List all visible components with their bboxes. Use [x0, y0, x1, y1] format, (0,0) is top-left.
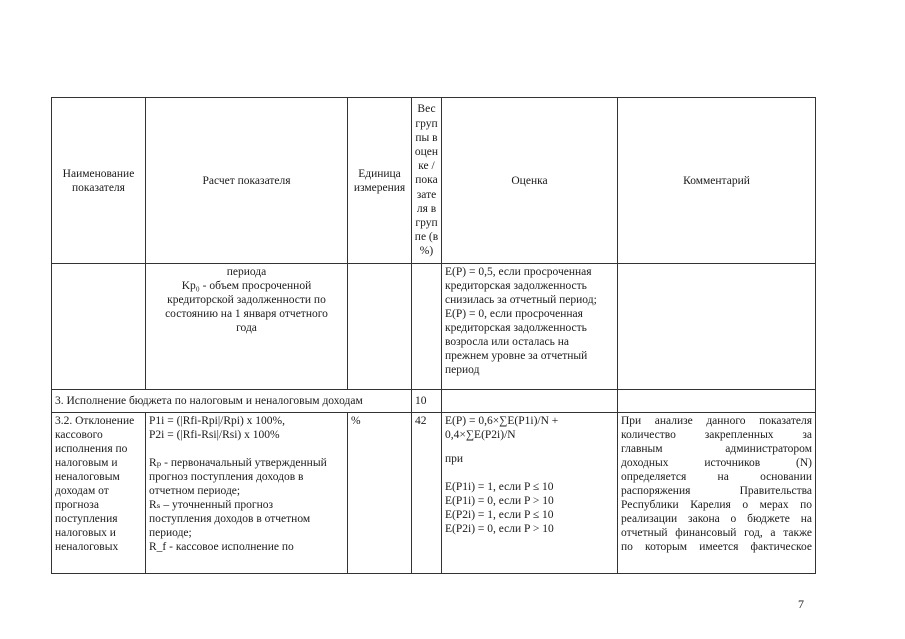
continuation-assessment-cell: [442, 264, 618, 390]
continuation-comment-cell: [618, 264, 816, 390]
text-line: отчетный финансовый год, а также: [621, 527, 812, 539]
indicator-unit-cell: %: [348, 413, 412, 574]
text-line: количество закрепленных за: [621, 429, 812, 441]
header-assessment: Оценка: [442, 98, 618, 264]
text-line: определяется на основании: [621, 471, 812, 483]
text-line: поступления доходов в отчетном: [149, 513, 311, 525]
assessment-condition: E(P2i) = 1, если P ≤ 10: [445, 509, 554, 521]
header-row: [52, 98, 816, 264]
spacer: [149, 442, 344, 456]
text-line: отчетном периоде;: [149, 485, 241, 497]
text-line: кассового: [55, 429, 103, 441]
continuation-row: [52, 264, 816, 390]
assessment-condition: E(P1i) = 0, если P > 10: [445, 495, 554, 507]
indicator-comment-cell: [618, 413, 816, 574]
text-line: доходам от: [55, 485, 109, 497]
text-line: исполнения по: [55, 443, 128, 455]
text-line: При анализе данного показателя: [621, 415, 812, 427]
text-line: налоговых и: [55, 527, 116, 539]
indicator-weight-cell: 42: [412, 413, 442, 574]
assessment-formula-line: 0,4×∑E(P2i)/N: [445, 429, 516, 441]
text-line: года: [236, 322, 257, 334]
assessment-when: при: [445, 453, 464, 465]
text-line: прогноза: [55, 499, 99, 511]
header-name: Наименование показателя: [52, 98, 146, 264]
text-line: R_f - кассовое исполнение по: [149, 541, 294, 553]
text-line: периоде;: [149, 527, 192, 539]
indicator-name-cell: [52, 413, 146, 574]
header-unit: Единица измерения: [348, 98, 412, 264]
text-line: реализации закона о бюджете на: [621, 513, 812, 525]
assessment-condition: E(P2i) = 0, если P > 10: [445, 523, 554, 535]
text-line: состоянию на 1 января отчетного: [165, 308, 328, 320]
text-line: кредиторской задолженности по: [167, 294, 326, 306]
indicator-table: [51, 97, 816, 574]
text-line: кредиторская задолженность: [445, 280, 587, 292]
formula-p1: P1i = (|Rfi-Rpi|/Rpi) x 100%,: [149, 415, 285, 427]
text-line: неналоговых: [55, 541, 119, 553]
text-line: кредиторская задолженность: [445, 322, 587, 334]
indicator-row-3-2: [52, 413, 816, 574]
text-line: налоговым и: [55, 457, 118, 469]
indicator-assessment-cell: [442, 413, 618, 574]
page-number: 7: [798, 597, 804, 611]
assessment-formula-line: E(P) = 0,6×∑E(P1i)/N +: [445, 415, 559, 427]
continuation-calc-cell: [146, 264, 348, 390]
text-line: 3.2. Отклонение: [55, 415, 135, 427]
text-line: поступления: [55, 513, 118, 525]
text-line: Kр₀ - объем просроченной: [181, 280, 312, 292]
section-title: 3. Исполнение бюджета по налоговым и неналоговым доходам: [52, 390, 412, 413]
text-line: возросла или осталась на: [445, 336, 570, 348]
text-line: распоряжения Правительства: [621, 485, 812, 497]
section-assessment-cell: [442, 390, 618, 413]
text-line: периода: [226, 266, 267, 278]
text-line: снизилась за отчетный период;: [445, 294, 597, 306]
text-line: Rₛ – уточненный прогноз: [149, 499, 274, 511]
header-calc: Расчет показателя: [146, 98, 348, 264]
continuation-weight-cell: [412, 264, 442, 390]
assessment-condition: E(P1i) = 1, если P ≤ 10: [445, 481, 554, 493]
section-row: [52, 390, 816, 413]
continuation-unit-cell: [348, 264, 412, 390]
formula-p2: P2i = (|Rfi-Rsi|/Rsi) x 100%: [149, 429, 280, 441]
header-comment: Комментарий: [618, 98, 816, 264]
text-line: по которым имеется фактическое: [621, 541, 812, 553]
indicator-calc-cell: [146, 413, 348, 574]
text-line: доходных источников (N): [621, 457, 812, 469]
text-line: прогноз поступления доходов в: [149, 471, 304, 483]
text-line: прежнем уровне за отчетный: [445, 350, 588, 362]
text-line: неналоговым: [55, 471, 120, 483]
text-line: E(P) = 0, если просроченная: [445, 308, 583, 320]
text-line: Республики Карелия о мерах по: [621, 499, 812, 511]
continuation-name-cell: [52, 264, 146, 390]
text-line: E(P) = 0,5, если просроченная: [445, 266, 592, 278]
header-weight: Вес группы в оценке / показателя в группе (в %): [412, 98, 442, 264]
spacer: [445, 466, 614, 480]
text-line: период: [445, 364, 480, 376]
section-comment-cell: [618, 390, 816, 413]
text-line: главным администратором: [621, 443, 812, 455]
section-weight: 10: [412, 390, 442, 413]
text-line: Rₚ - первоначальный утвержденный: [149, 457, 327, 469]
spacer: [445, 442, 614, 452]
